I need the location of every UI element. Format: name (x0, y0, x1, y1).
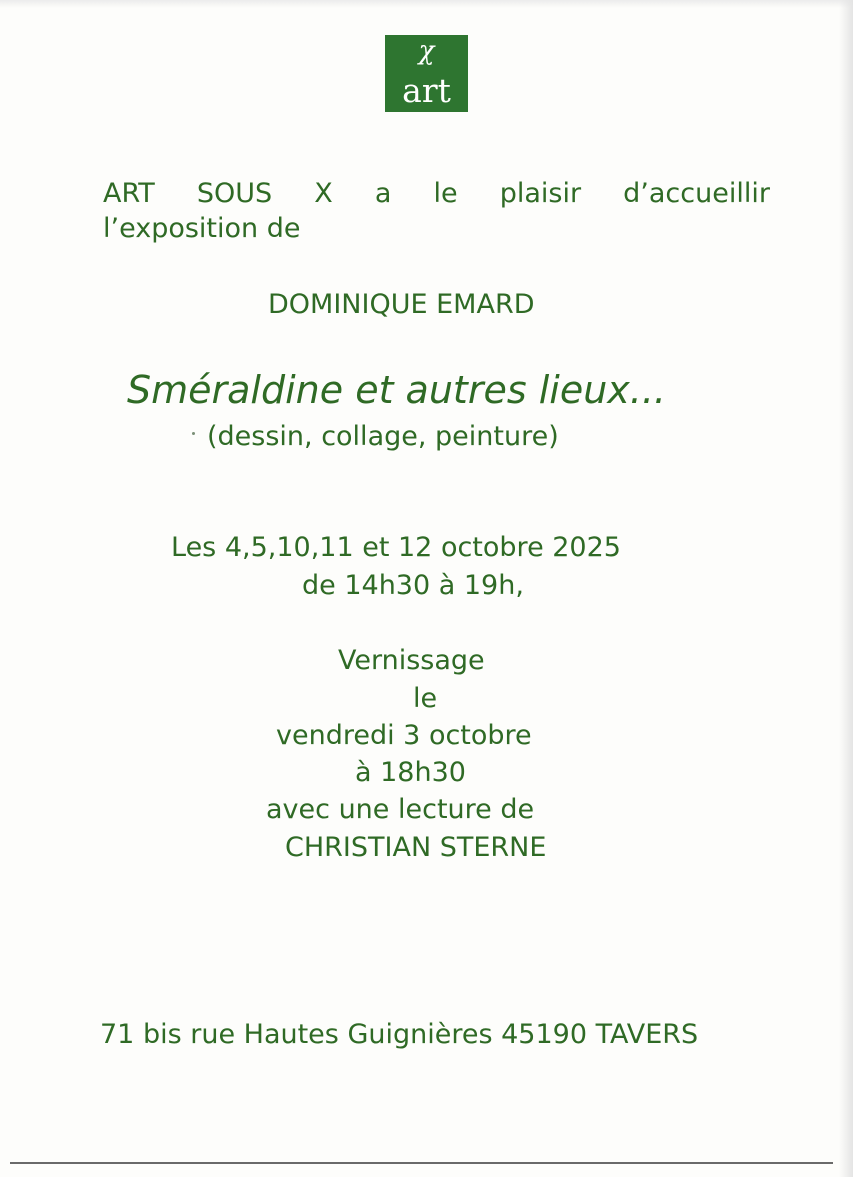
exhibition-media: (dessin, collage, peinture) (207, 421, 559, 452)
exhibition-dates: Les 4,5,10,11 et 12 octobre 2025 (171, 532, 621, 563)
opening-le: le (413, 683, 438, 714)
opening-time: à 18h30 (355, 757, 466, 788)
reader-name: CHRISTIAN STERNE (285, 832, 547, 863)
address: 71 bis rue Hautes Guignières 45190 TAVERS (100, 1019, 699, 1050)
art-sous-x-logo (385, 35, 468, 112)
logo-word: art (402, 71, 451, 110)
intro-word: d’accueillir (623, 178, 770, 209)
intro-word: plaisir (499, 178, 582, 209)
artist-name: DOMINIQUE EMARD (268, 289, 535, 320)
opening-label: Vernissage (338, 645, 485, 676)
logo-chi-mark: χ (418, 36, 435, 66)
scan-speck (192, 432, 195, 435)
intro-line-1 (103, 178, 770, 210)
opening-date: vendredi 3 octobre (276, 720, 532, 751)
intro-line-2: l’exposition de (103, 213, 301, 244)
scan-bottom-line (10, 1162, 833, 1164)
intro-word: le (433, 178, 458, 209)
intro-word: SOUS (196, 178, 273, 209)
scan-top-edge (0, 0, 853, 8)
exhibition-title: Sméraldine et autres lieux... (127, 368, 667, 412)
intro-word: ART (103, 178, 155, 209)
exhibition-hours: de 14h30 à 19h, (302, 570, 524, 601)
opening-reading: avec une lecture de (266, 794, 535, 825)
intro-word: X (314, 178, 333, 209)
intro-word: a (374, 178, 392, 209)
scan-right-edge (839, 0, 853, 1177)
